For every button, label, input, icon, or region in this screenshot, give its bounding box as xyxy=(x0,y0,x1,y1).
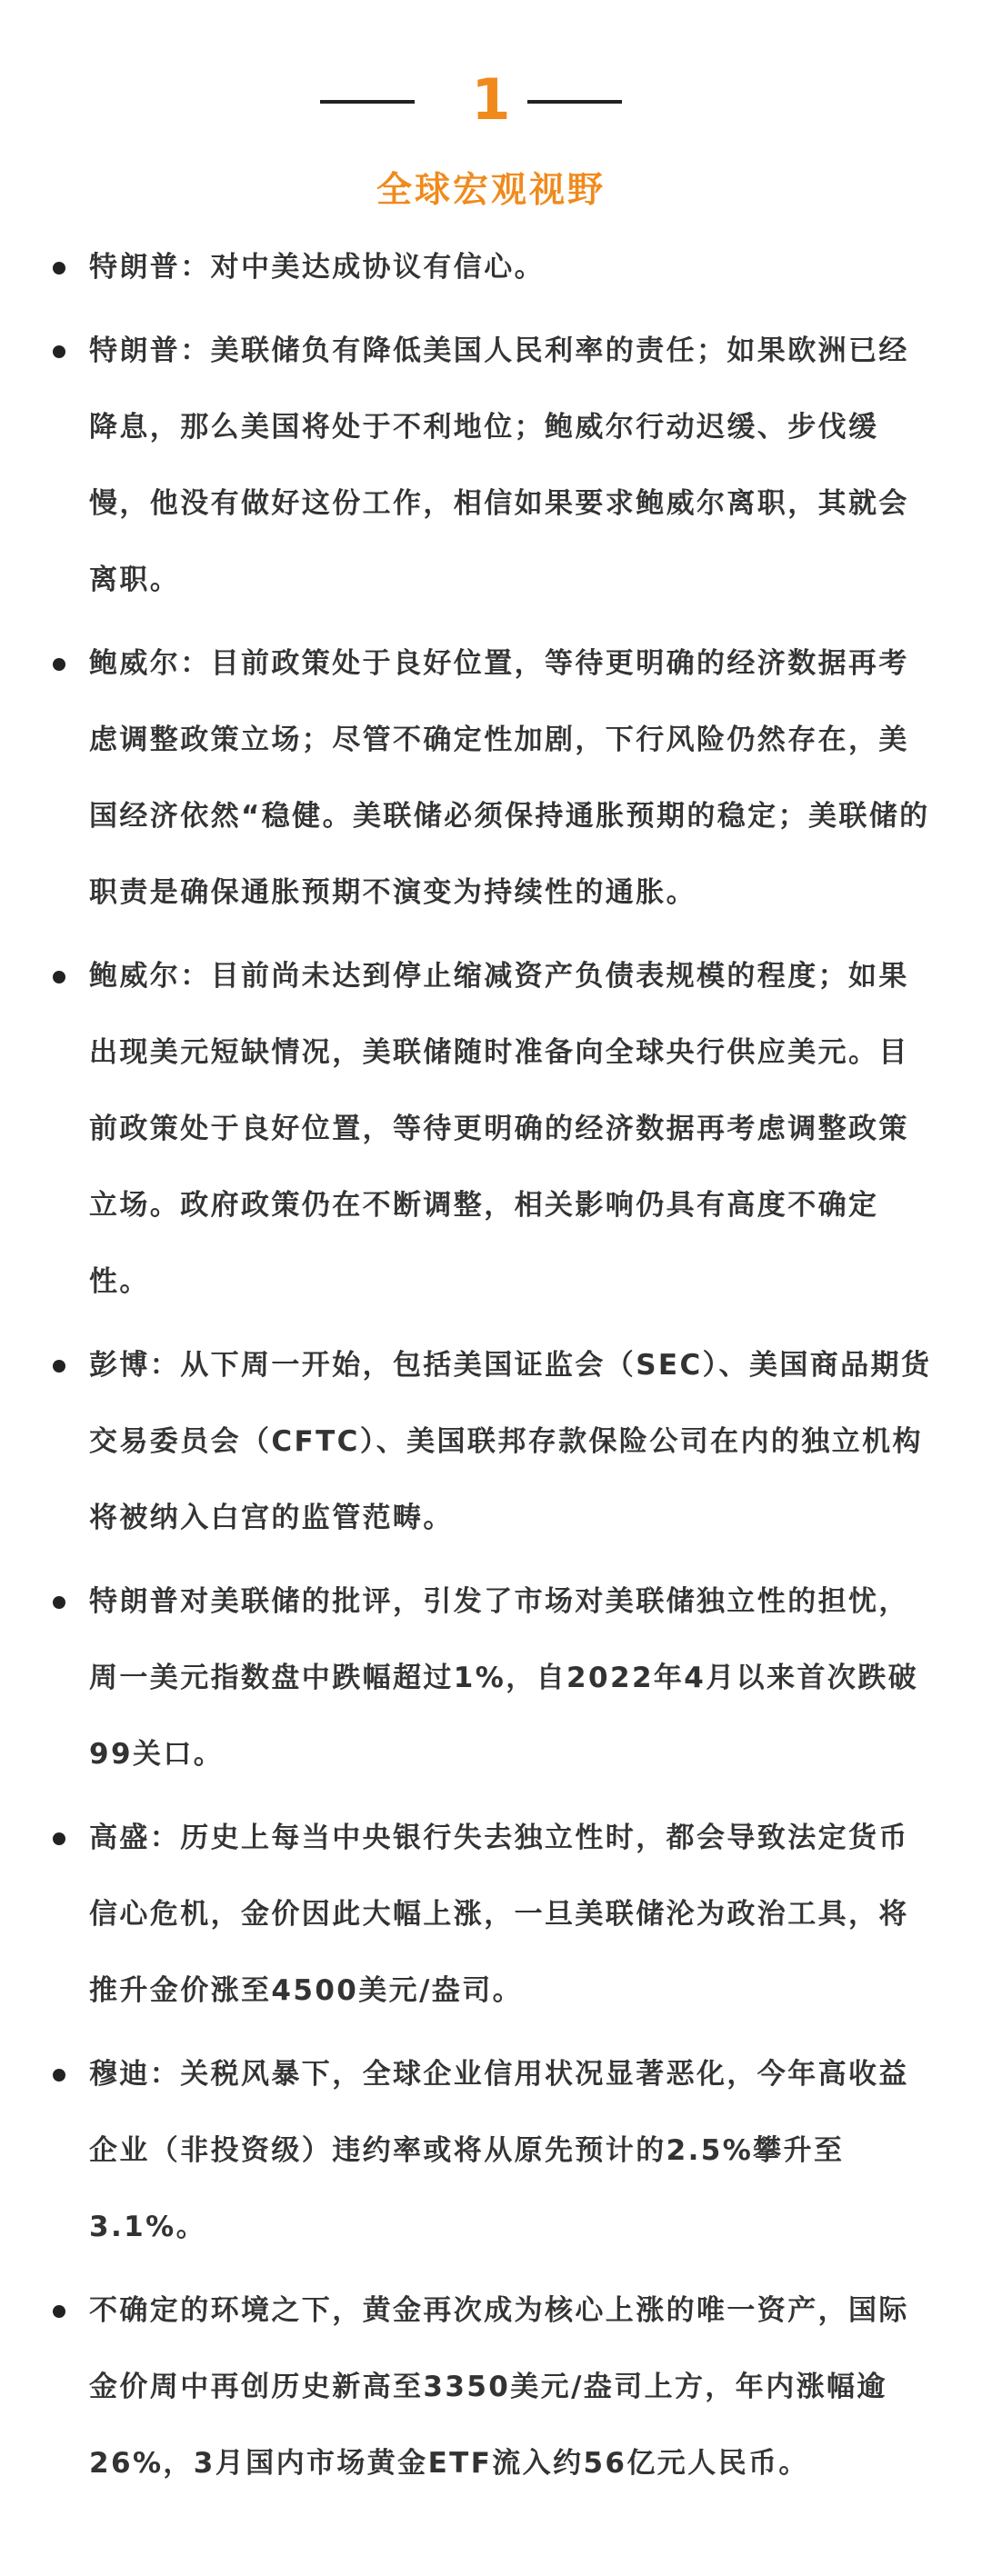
bullet-icon xyxy=(53,658,65,671)
list-item-text: 不确定的环境之下，黄金再次成为核心上涨的唯一资产，国际金价周中再创历史新高至3350美元/盎司上方，年内涨幅逾26%，3月国内市场黄金ETF流入约56亿元人民币。 xyxy=(89,2294,909,2480)
list-item-text: 彭博：从下周一开始，包括美国证监会（SEC）、美国商品期货交易委员会（CFTC）、美国联邦存款保险公司在内的独立机构将被纳入白宫的监管范畴。 xyxy=(89,1349,932,1534)
list-item xyxy=(0,1563,982,1792)
list-item xyxy=(0,2036,982,2265)
list-item-text: 穆迪：关税风暴下，全球企业信用状况显著恶化，今年高收益企业（非投资级）违约率或将从原先预计的2.5%攀升至3.1%。 xyxy=(89,2058,909,2243)
list-item xyxy=(0,229,982,305)
list-item xyxy=(0,625,982,931)
bullet-icon xyxy=(53,1360,65,1373)
bullet-icon xyxy=(53,345,65,358)
bullet-icon xyxy=(53,1596,65,1609)
list-item xyxy=(0,1327,982,1556)
bullet-icon xyxy=(53,971,65,983)
section-header xyxy=(0,64,982,136)
bullet-icon xyxy=(53,2069,65,2082)
list-item xyxy=(0,1800,982,2029)
list-item-text: 鲍威尔：目前政策处于良好位置，等待更明确的经济数据再考虑调整政策立场；尽管不确定性加剧，下行风险仍然存在，美国经济依然“稳健。美联储必须保持通胀预期的稳定；美联储的职责是确保通胀预期不演变为持续性的通胀。 xyxy=(89,647,930,909)
list-item-text: 特朗普对美联储的批评，引发了市场对美联储独立性的担忧，周一美元指数盘中跌幅超过1%，自2022年4月以来首次跌破99关口。 xyxy=(89,1585,919,1771)
list-item xyxy=(0,313,982,618)
list-item xyxy=(0,938,982,1320)
list-item-text: 鲍威尔：目前尚未达到停止缩减资产负债表规模的程度；如果出现美元短缺情况，美联储随时准备向全球央行供应美元。目前政策处于良好位置，等待更明确的经济数据再考虑调整政策立场。政府政策仍在不断调整，相关影响仍具有高度不确定性。 xyxy=(89,960,909,1298)
list-item-text: 高盛：历史上每当中央银行失去独立性时，都会导致法定货币信心危机，金价因此大幅上涨，一旦美联储沦为政治工具，将推升金价涨至4500美元/盎司。 xyxy=(89,1822,909,2007)
bullet-icon xyxy=(53,2305,65,2318)
list-item xyxy=(0,2272,982,2501)
left-divider-line xyxy=(320,100,415,104)
bullet-icon xyxy=(53,262,65,275)
bullet-icon xyxy=(53,1832,65,1845)
list-item-text: 特朗普：对中美达成协议有信心。 xyxy=(89,251,545,284)
list-item-text: 特朗普：美联储负有降低美国人民利率的责任；如果欧洲已经降息，那么美国将处于不利地位；鲍威尔行动迟缓、步伐缓慢，他没有做好这份工作，相信如果要求鲍威尔离职，其就会离职。 xyxy=(89,334,909,596)
right-divider-line xyxy=(527,100,622,104)
news-list xyxy=(0,229,982,2509)
section-number: 1 xyxy=(471,66,511,133)
section-title: 全球宏观视野 xyxy=(376,170,606,211)
